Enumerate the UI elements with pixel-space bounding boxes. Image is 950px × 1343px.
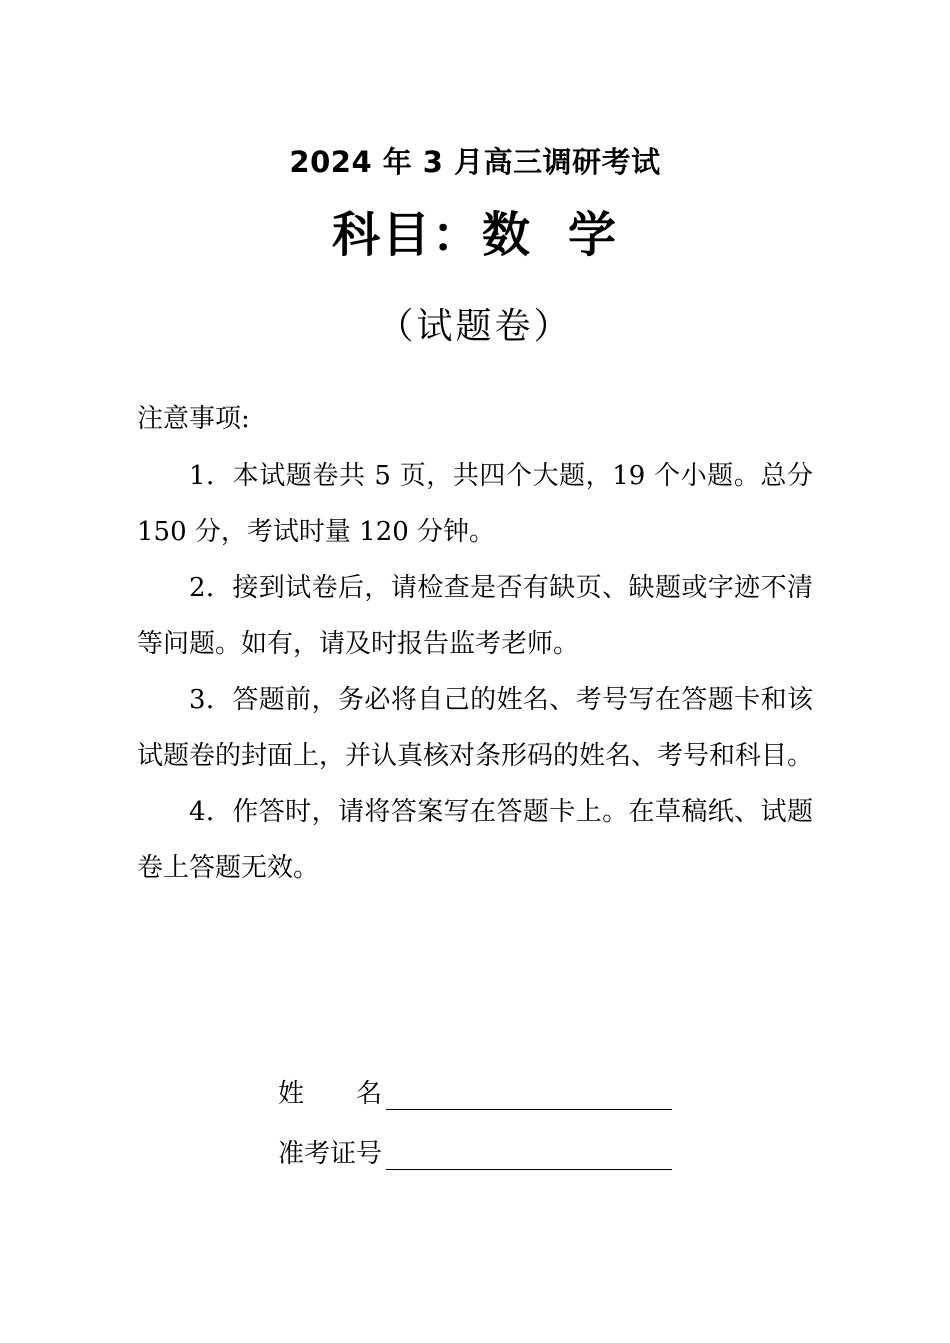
paper-type: （试题卷） bbox=[377, 306, 573, 347]
note-item-2: 2．接到试卷后，请检查是否有缺页、缺题或字迹不清等问题。如有，请及时报告监考老师。 bbox=[137, 573, 813, 659]
candidate-fields bbox=[278, 1068, 672, 1188]
subject-heading bbox=[0, 196, 950, 265]
name-label: 姓 名 bbox=[278, 1079, 383, 1109]
subject-label: 科目：数 bbox=[331, 207, 532, 263]
exam-title: 2024 年 3 月高三调研考试 bbox=[289, 145, 661, 179]
ticket-number-label: 准考证号 bbox=[278, 1139, 383, 1169]
ticket-field-row bbox=[278, 1128, 672, 1170]
note-item-3: 3．答题前，务必将自己的姓名、考号写在答题卡和该试题卷的封面上，并认真核对条形码的姓名、考号和科目。 bbox=[137, 685, 814, 771]
subject-char: 学 bbox=[568, 207, 619, 263]
name-blank[interactable] bbox=[386, 1081, 672, 1110]
ticket-number-blank[interactable] bbox=[386, 1141, 672, 1170]
name-field-row bbox=[278, 1068, 672, 1110]
notes-heading: 注意事项: bbox=[137, 404, 250, 434]
note-item-1: 1．本试题卷共 5 页，共四个大题，19 个小题。总分 150 分，考试时量 120 分钟。 bbox=[137, 461, 813, 547]
note-item-4: 4．作答时，请将答案写在答题卡上。在草稿纸、试题卷上答题无效。 bbox=[137, 797, 813, 883]
notes-list bbox=[137, 448, 813, 896]
